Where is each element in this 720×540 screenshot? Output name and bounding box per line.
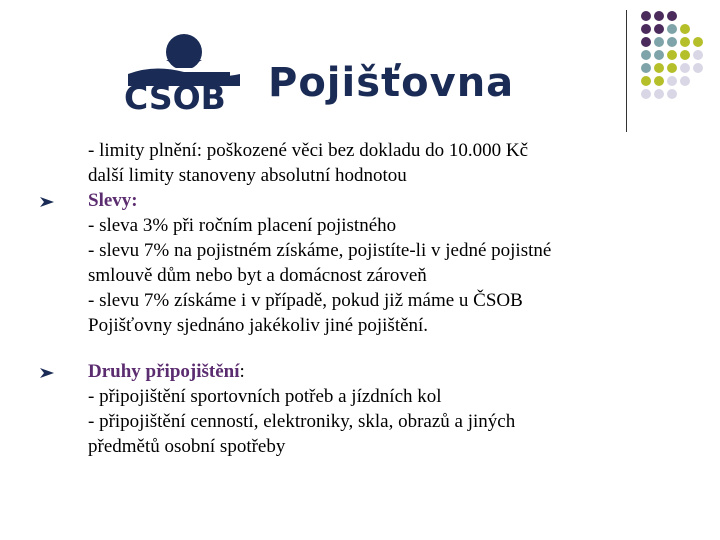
arrowhead-icon	[40, 368, 54, 378]
divider-line	[626, 10, 627, 132]
text-line: - slevu 7% na pojistném získáme, pojistíte-li v jedné pojistné	[88, 240, 552, 261]
riders-heading-colon: :	[239, 361, 245, 382]
discounts-heading: Slevy:	[88, 190, 138, 211]
riders-heading: Druhy připojištění	[88, 361, 240, 382]
riders-block	[40, 359, 700, 459]
text-line: - připojištění sportovních potřeb a jízdních kol	[88, 386, 442, 407]
text-line: - sleva 3% při ročním placení pojistného	[88, 215, 397, 236]
text-line: - slevu 7% získáme i v případě, pokud již máme u ČSOB	[88, 290, 523, 311]
riders-heading-line	[88, 359, 700, 384]
arrowhead-icon	[40, 197, 54, 207]
text-line: smlouvě dům nebo byt a domácnost zároveň	[88, 265, 427, 286]
text-line: předmětů osobní spotřeby	[88, 436, 286, 457]
text-line: - limity plnění: poškozené věci bez dokladu do 10.000 Kč	[88, 140, 529, 161]
text-line: Pojišťovny sjednáno jakékoliv jiné pojištění.	[88, 315, 429, 336]
decorative-dot-grid	[638, 10, 718, 110]
brand-title: Pojišťovna	[268, 60, 515, 106]
text-line: - připojištění cenností, elektroniky, skla, obrazů a jiných	[88, 411, 516, 432]
limits-and-discounts-block	[40, 138, 700, 338]
slide-content	[40, 138, 700, 459]
text-line: další limity stanoveny absolutní hodnotou	[88, 165, 407, 186]
csob-logo-text: ČSOB	[124, 78, 226, 117]
